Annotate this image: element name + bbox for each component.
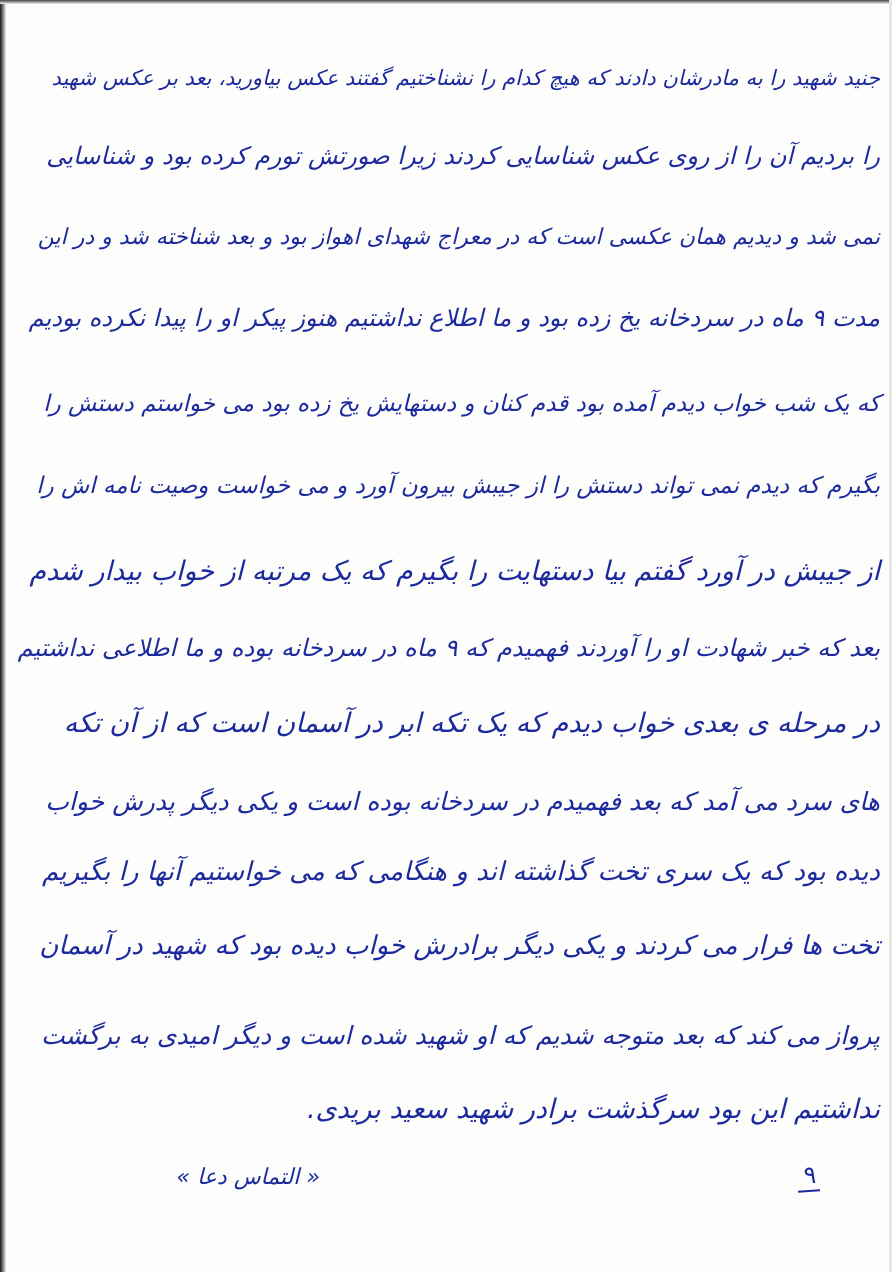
text-line: در مرحله ی بعدی خواب دیدم که یک تکه ابر در آسمان است که از آن تکه xyxy=(63,708,880,739)
text-line: پرواز می کند که بعد متوجه شدیم که او شهید شده است و دیگر امیدی به برگشت xyxy=(41,1021,880,1050)
text-line: مدت ۹ ماه در سردخانه یخ زده بود و ما اطلاع نداشتیم هنوز پیکر او را پیدا نکرده بودیم xyxy=(28,304,880,332)
text-line: بگیرم که دیدم نمی تواند دستش را از جیبش بیرون آورد و می خواست وصیت نامه اش را xyxy=(36,473,880,499)
closing-prayer-request: « التماس دعا » xyxy=(176,1165,320,1190)
text-line: از جیبش در آورد گفتم بیا دستهایت را بگیرم که یک مرتبه از خواب بیدار شدم xyxy=(29,556,880,587)
text-line: تخت ها فرار می کردند و یکی دیگر برادرش خواب دیده بود که شهید در آسمان xyxy=(39,931,880,961)
text-line: نمی شد و دیدیم همان عکسی است که در معراج شهدای اهواز بود و بعد شناخته شد و در این xyxy=(37,225,880,250)
text-line: که یک شب خواب دیدم آمده بود قدم کنان و دستهایش یخ زده بود می خواستم دستش را xyxy=(43,391,880,417)
page-number: ۹ xyxy=(803,1161,817,1189)
text-line: را بردیم آن را از روی عکس شناسایی کردند زیرا صورتش تورم کرده بود و شناسایی xyxy=(46,142,880,170)
text-line: بعد که خبر شهادت او را آوردند فهمیدم که ۹ ماه در سردخانه بوده و ما اطلاعی نداشتیم xyxy=(17,634,880,662)
text-line: جنید شهید را به مادرشان دادند که هیچ کدام را نشناختیم گفتند عکس بیاورید، بعد بر عکس شهید xyxy=(51,66,880,90)
text-line: دیده بود که یک سری تخت گذاشته اند و هنگامی که می خواستیم آنها را بگیریم xyxy=(42,857,880,887)
text-line: نداشتیم این بود سرگذشت برادر شهید سعید بریدی. xyxy=(306,1094,880,1125)
text-line: های سرد می آمد که بعد فهمیدم در سردخانه بوده است و یکی دیگر پدرش خواب xyxy=(45,787,880,816)
